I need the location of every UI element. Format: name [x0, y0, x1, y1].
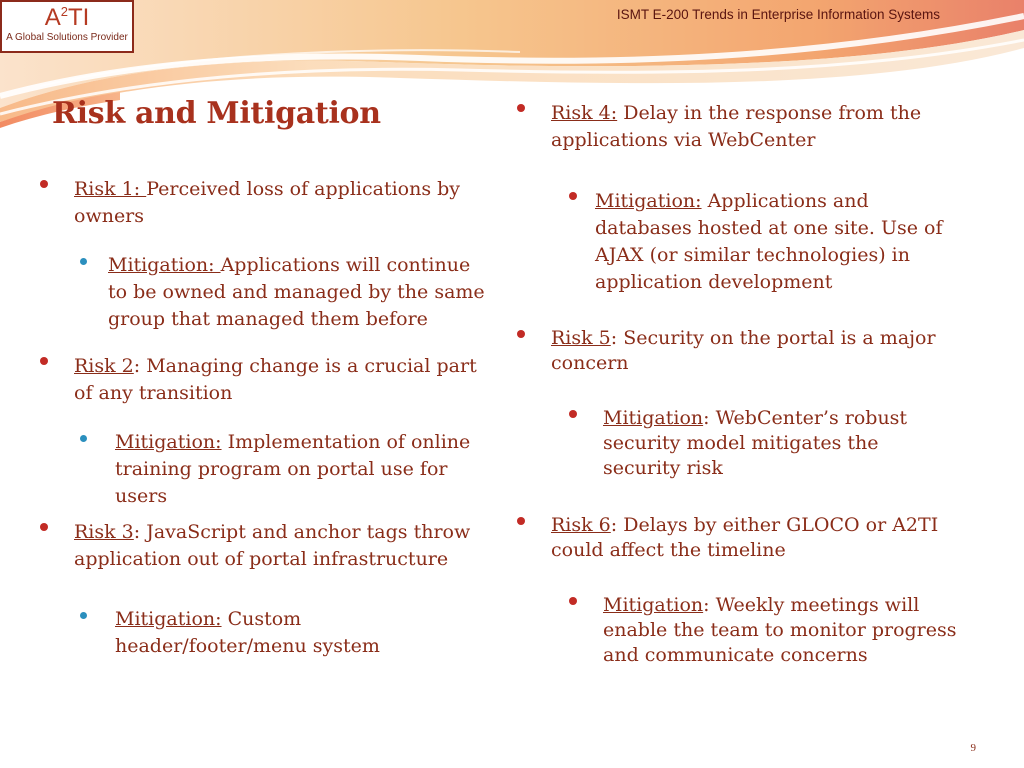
mitigation-4-item [517, 188, 955, 296]
risk-6-item [517, 513, 967, 563]
page-number: 9 [970, 742, 976, 754]
risk-label: Risk 2 [74, 355, 134, 377]
mitigation-label: Mitigation [603, 407, 704, 429]
logo-mark-a: A [44, 4, 61, 31]
risk-text: : Security on the portal is a major concern [551, 327, 936, 374]
risk-label: Risk 4: [551, 102, 618, 124]
risk-text: : JavaScript and anchor tags throw application out of portal infrastructure [74, 521, 471, 570]
logo-mark-sup: 2 [60, 4, 68, 19]
bullet-icon [80, 435, 87, 442]
bullet-icon [517, 330, 525, 338]
bullet-icon [517, 104, 525, 112]
logo-subtitle: A Global Solutions Provider [6, 32, 128, 43]
risk-3-item [40, 519, 490, 573]
left-column [40, 176, 490, 660]
mitigation-1-item [40, 252, 490, 333]
bullet-icon [569, 597, 577, 605]
mitigation-3-item [40, 606, 490, 660]
bullet-icon [40, 357, 48, 365]
bullet-icon [569, 192, 577, 200]
mitigation-label: Mitigation [603, 594, 704, 616]
logo-mark-tail: TI [67, 4, 90, 31]
mitigation-text: Implementation of online training program on portal use for users [115, 431, 471, 507]
bullet-icon [517, 517, 525, 525]
risk-label: Risk 5 [551, 327, 611, 349]
risk-1-item [40, 176, 490, 230]
mitigation-text: Custom header/footer/menu system [115, 608, 380, 657]
mitigation-label: Mitigation: [115, 608, 222, 630]
bullet-icon [80, 258, 87, 265]
mitigation-label: Mitigation: [108, 254, 221, 276]
mitigation-text: Applications will continue to be owned and managed by the same group that managed them before [108, 254, 485, 330]
risk-5-item [517, 326, 967, 376]
mitigation-5-item [517, 406, 943, 481]
logo-mark [2, 4, 132, 32]
mitigation-6-item [517, 593, 963, 668]
risk-2-item [40, 353, 490, 407]
bullet-icon [40, 180, 48, 188]
risk-label: Risk 3 [74, 521, 134, 543]
risk-text: Delay in the response from the applications via WebCenter [551, 102, 922, 151]
mitigation-label: Mitigation: [115, 431, 222, 453]
slide-title: Risk and Mitigation [52, 96, 381, 131]
right-column [517, 100, 967, 668]
course-title: ISMT E-200 Trends in Enterprise Information Systems [616, 7, 940, 22]
risk-label: Risk 6 [551, 514, 611, 536]
mitigation-2-item [40, 429, 490, 510]
a2ti-logo [0, 0, 134, 53]
bullet-icon [569, 410, 577, 418]
risk-4-item [517, 100, 967, 154]
mitigation-label: Mitigation: [595, 190, 702, 212]
mitigation-text: : Weekly meetings will enable the team to monitor progress and communicate concerns [603, 594, 957, 666]
mitigation-text: : WebCenter’s robust security model mitigates the security risk [603, 407, 908, 479]
risk-text: : Managing change is a crucial part of any transition [74, 355, 477, 404]
bullet-icon [40, 523, 48, 531]
risk-label: Risk 1: [74, 178, 147, 200]
mitigation-text: Applications and databases hosted at one site. Use of AJAX (or similar technologies) in application development [595, 190, 943, 293]
risk-text: : Delays by either GLOCO or A2TI could affect the timeline [551, 514, 939, 561]
risk-text: Perceived loss of applications by owners [74, 178, 461, 227]
bullet-icon [80, 612, 87, 619]
